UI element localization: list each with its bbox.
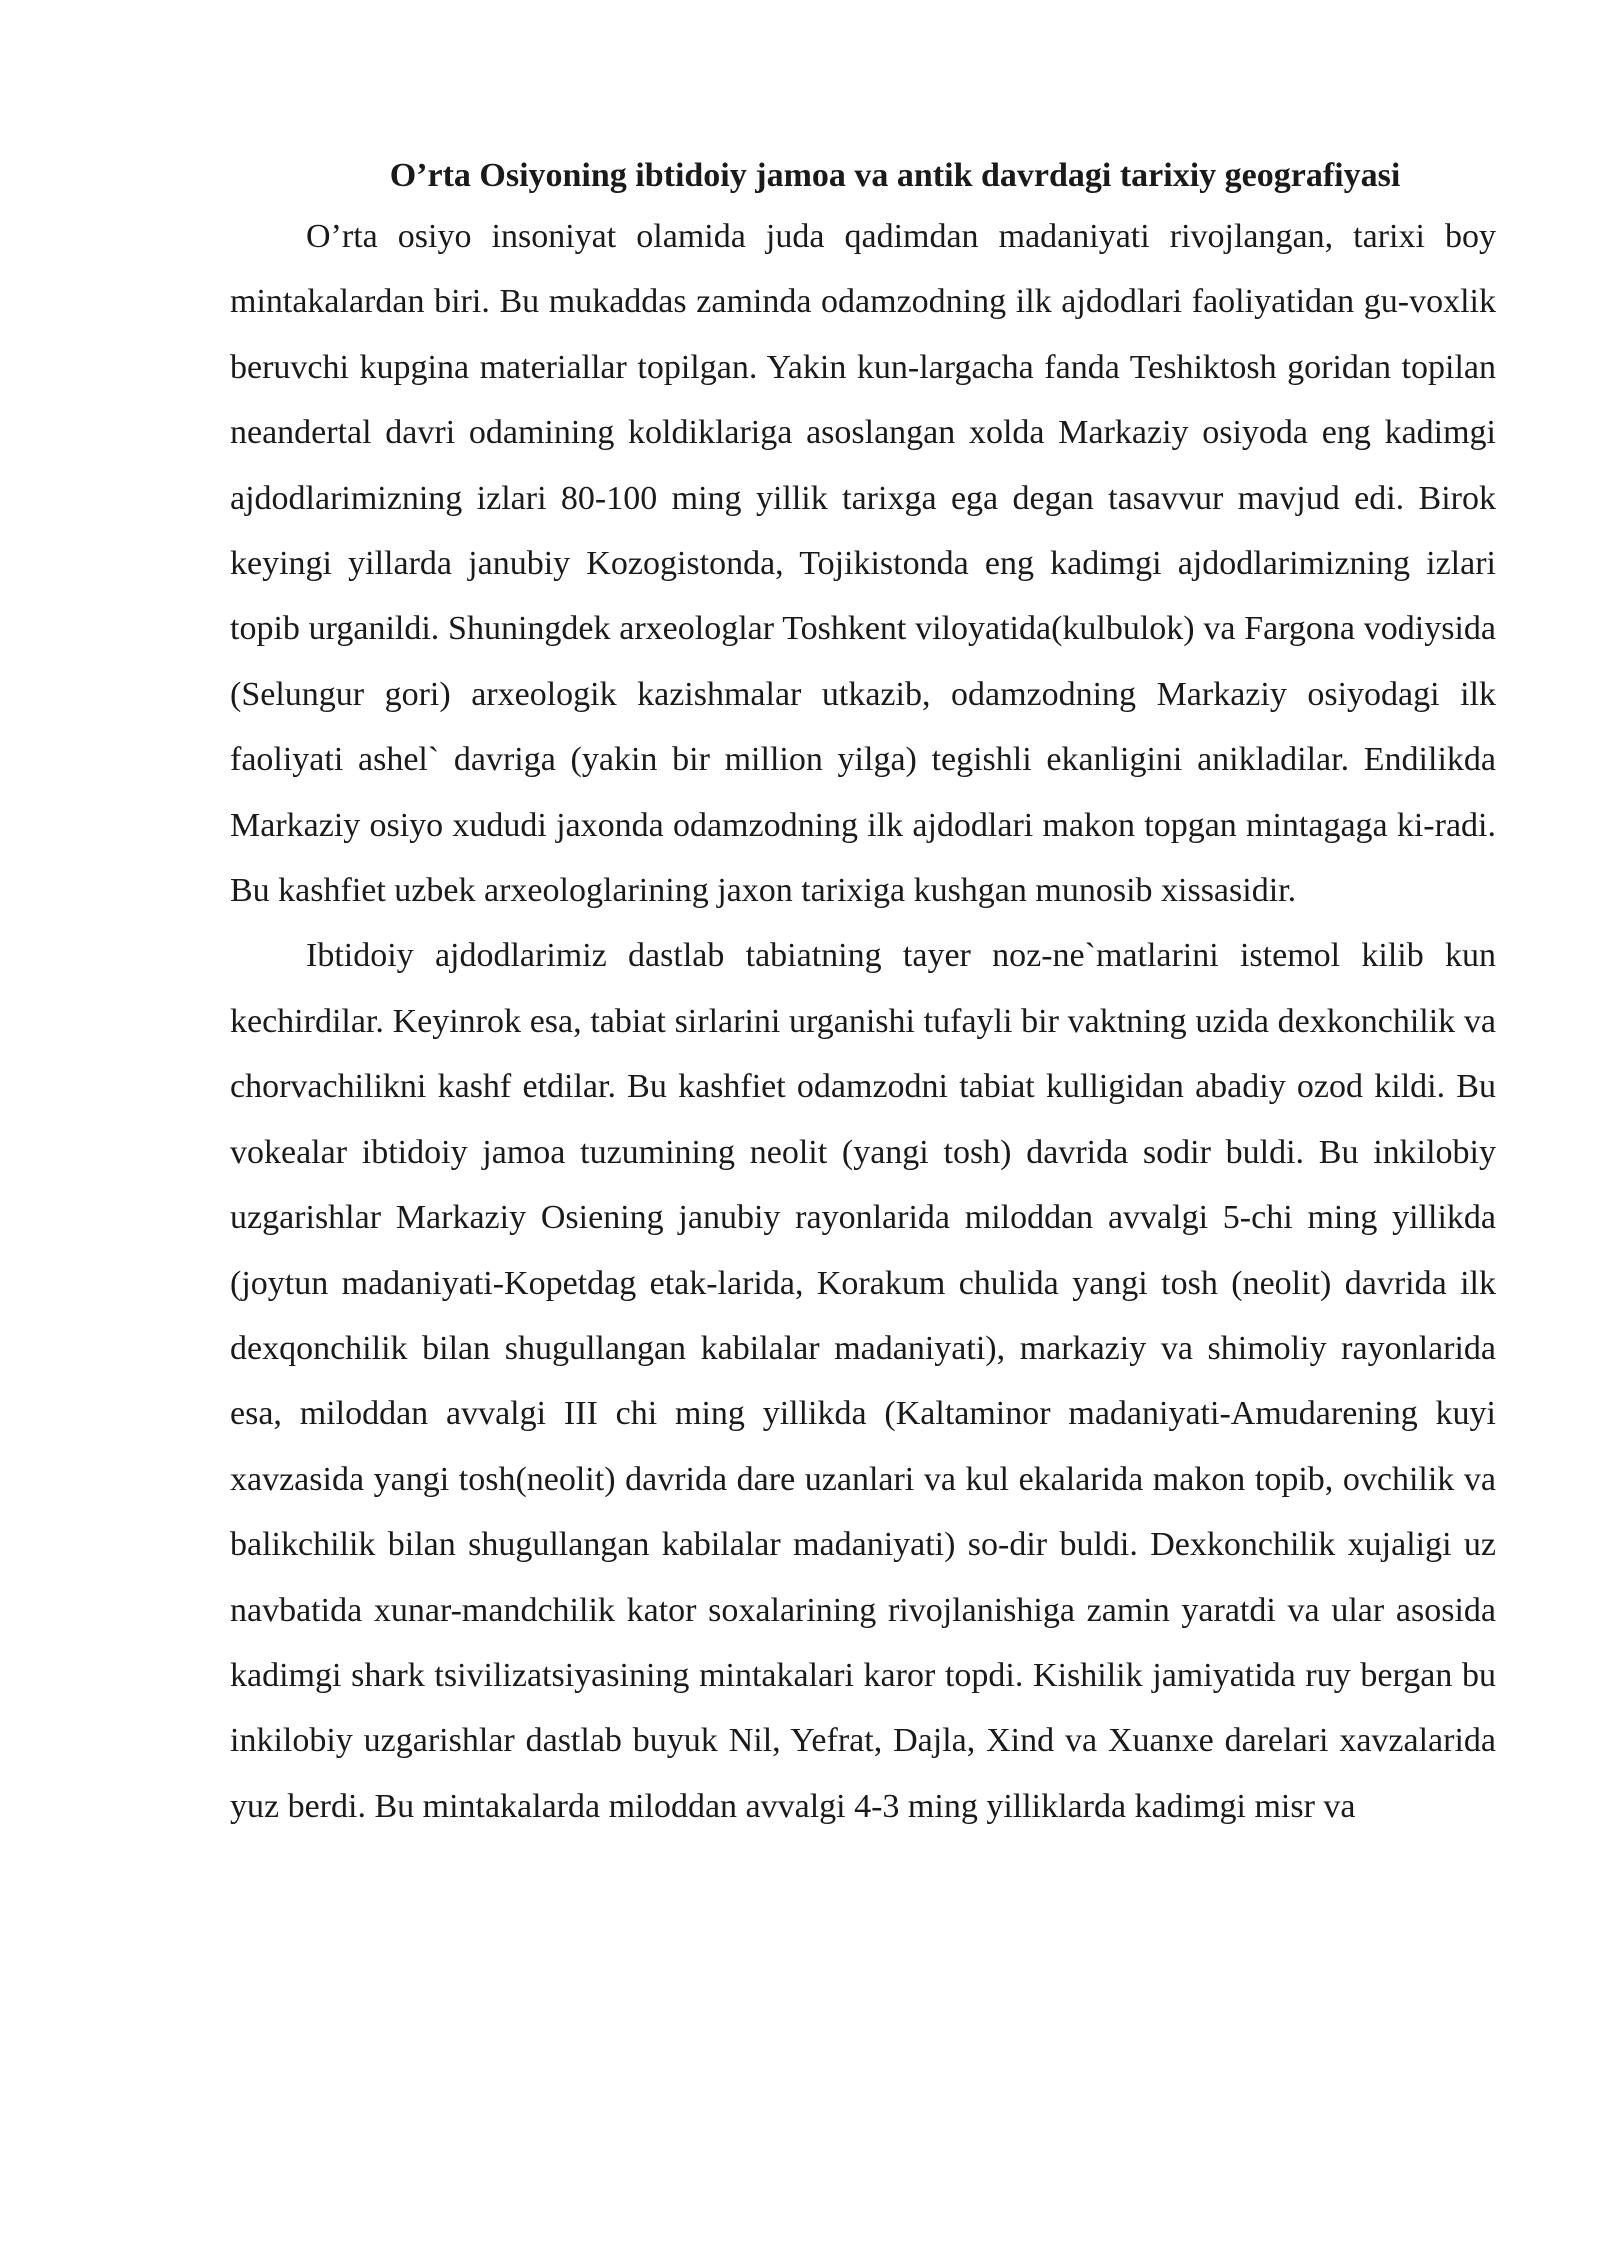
body-paragraph: Ibtidoiy ajdodlarimiz dastlab tabiatning tayer noz-ne`matlarini istemol kilib kun kechirdilar. Keyinrok esa, tabiat sirlarini urganishi tufayli bir vaktning uzida dexkonchilik va chorvachilikni kashf etdilar. Bu kashfiet odamzodni tabiat kulligidan abadiy ozod kildi. Bu vokealar ibtidoiy jamoa tuzumining neolit (yangi tosh) davrida sodir buldi. Bu inkilobiy uzgarishlar Markaziy Osiening janubiy rayonlarida miloddan avvalgi 5-chi ming yillikda (joytun madaniyati-Kopetdag etak-larida, Korakum chulida yangi tosh (neolit) davrida ilk dexqonchilik bilan shugullangan kabilalar madaniyati), markaziy va shimoliy rayonlarida esa, miloddan avvalgi III chi ming yillikda (Kaltaminor madaniyati-Amudarening kuyi xavzasida yangi tosh(neolit) davrida dare uzanlari va kul ekalarida makon topib, ovchilik va balikchilik bilan shugullangan kabilalar madaniyati) so-dir buldi. Dexkonchilik xujaligi uz navbatida xunar-mandchilik kator soxalarining rivojlanishiga zamin yaratdi va ular asosida kadimgi shark tsivilizatsiyasining mintakalari karor topdi. Kishilik jamiyatida ruy bergan bu inkilobiy uzgarishlar dastlab buyuk Nil, Yefrat, Dajla, Xind va Xuanxe darelari xavzalarida yuz berdi. Bu mintakalarda miloddan avvalgi 4-3 ming yilliklarda kadimgi misr va: [230, 937, 1496, 1825]
document-title: O’rta Osiyoning ibtidoiy jamoa va antik davrdagi tarixiy geografiyasi: [389, 157, 1401, 194]
body-paragraph: O’rta osiyo insoniyat olamida juda qadimdan madaniyati rivojlangan, tarixi boy mintakalardan biri. Bu mukaddas zaminda odamzodning ilk ajdodlari faoliyatidan gu-voxlik beruvchi kupgina materiallar topilgan. Yakin kun-largacha fanda Teshiktosh goridan topilan neandertal davri odamining koldiklariga asoslangan xolda Markaziy osiyoda eng kadimgi ajdodlarimizning izlari 80-100 ming yillik tarixga ega degan tasavvur mavjud edi. Birok keyingi yillarda janubiy Kozogistonda, Tojikistonda eng kadimgi ajdodlarimizning izlari topib urganildi. Shuningdek arxeologlar Toshkent viloyatida(kulbulok) va Fargona vodiysida (Selungur gori) arxeologik kazishmalar utkazib, odamzodning Markaziy osiyodagi ilk faoliyati ashel` davriga (yakin bir million yilga) tegishli ekanligini anikladilar. Endilikda Markaziy osiyo xududi jaxonda odamzodning ilk ajdodlari makon topgan mintagaga ki-radi. Bu kashfiet uzbek arxeologlarining jaxon tarixiga kushgan munosib xissasidir.: [230, 218, 1496, 910]
document-page: [230, 148, 1496, 1839]
